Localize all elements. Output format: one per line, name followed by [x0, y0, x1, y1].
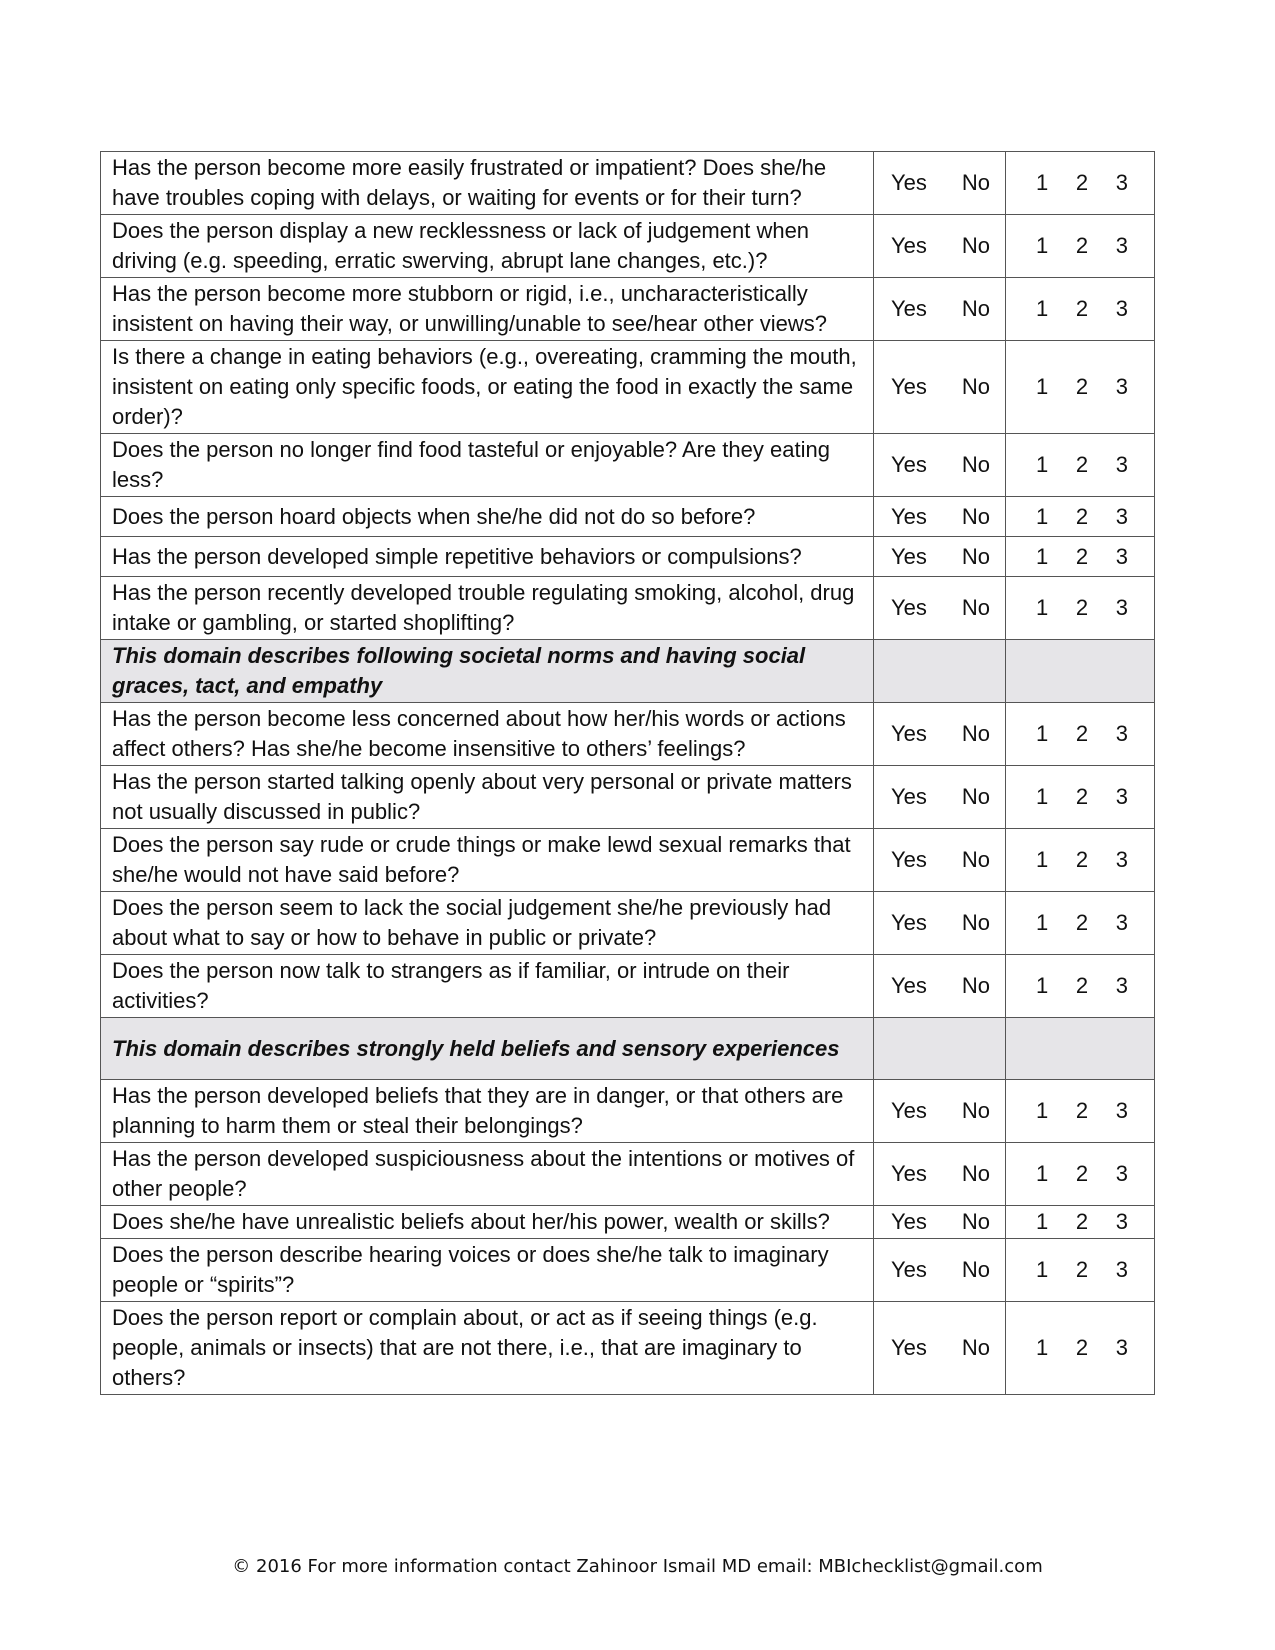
yes-option[interactable]: Yes — [891, 233, 927, 258]
severity-options — [1006, 845, 1154, 875]
severity-options — [1006, 971, 1154, 1001]
severity-option-3[interactable]: 3 — [1115, 847, 1128, 872]
yes-no-options — [874, 593, 1005, 623]
no-option[interactable]: No — [961, 1257, 990, 1282]
yes-no-cell — [874, 1206, 1006, 1239]
severity-option-3[interactable]: 3 — [1115, 910, 1128, 935]
yes-no-options — [874, 845, 1005, 875]
severity-score-cell — [1006, 497, 1155, 537]
yes-no-cell — [874, 341, 1006, 434]
severity-option-3[interactable]: 3 — [1115, 595, 1128, 620]
yes-no-options — [874, 450, 1005, 480]
no-option[interactable]: No — [961, 721, 990, 746]
domain-header-row — [101, 640, 1155, 703]
severity-options — [1006, 168, 1154, 198]
severity-options — [1006, 1207, 1154, 1237]
yes-no-options — [874, 502, 1005, 532]
severity-score-cell — [1006, 1302, 1155, 1395]
no-option[interactable]: No — [961, 543, 990, 569]
severity-options — [1006, 542, 1154, 572]
severity-option-2[interactable]: 2 — [1075, 973, 1089, 998]
no-option[interactable]: No — [961, 1161, 990, 1186]
yes-no-cell — [874, 1143, 1006, 1206]
question-text: Has the person developed suspiciousness about the intentions or motives of other people? — [101, 1143, 874, 1206]
yes-no-options — [874, 782, 1005, 812]
question-text: Has the person recently developed trouble regulating smoking, alcohol, drug intake or gambling, or started shoplifting? — [101, 577, 874, 640]
severity-options — [1006, 1255, 1154, 1285]
severity-option-2[interactable]: 2 — [1075, 374, 1089, 399]
severity-option-2[interactable]: 2 — [1075, 595, 1089, 620]
severity-option-1[interactable]: 1 — [1036, 374, 1049, 399]
severity-score-cell — [1006, 766, 1155, 829]
no-option[interactable]: No — [961, 296, 990, 321]
yes-no-cell — [874, 766, 1006, 829]
yes-no-options — [874, 971, 1005, 1001]
no-option[interactable]: No — [961, 847, 990, 872]
severity-option-1[interactable]: 1 — [1036, 1209, 1049, 1234]
severity-option-3[interactable]: 3 — [1115, 503, 1128, 529]
severity-option-1[interactable]: 1 — [1036, 296, 1049, 321]
checklist-table — [100, 151, 1155, 1395]
severity-option-1[interactable]: 1 — [1036, 1161, 1049, 1186]
severity-option-3[interactable]: 3 — [1115, 1209, 1128, 1234]
severity-option-2[interactable]: 2 — [1075, 910, 1089, 935]
yes-no-cell — [874, 278, 1006, 341]
severity-option-3[interactable]: 3 — [1115, 1257, 1128, 1282]
question-row — [101, 537, 1155, 577]
severity-option-2[interactable]: 2 — [1075, 452, 1089, 477]
no-option[interactable]: No — [961, 973, 990, 998]
no-option[interactable]: No — [961, 170, 990, 195]
severity-option-1[interactable]: 1 — [1036, 910, 1049, 935]
severity-score-cell — [1006, 1206, 1155, 1239]
severity-option-3[interactable]: 3 — [1115, 1161, 1128, 1186]
severity-option-1[interactable]: 1 — [1036, 452, 1049, 477]
severity-options — [1006, 1096, 1154, 1126]
yes-no-cell — [874, 955, 1006, 1018]
severity-option-3[interactable]: 3 — [1115, 973, 1128, 998]
severity-option-1[interactable]: 1 — [1036, 721, 1049, 746]
domain-description: This domain describes following societal norms and having social graces, tact, and empathy — [101, 640, 874, 703]
domain-answer-cell — [874, 1018, 1006, 1080]
severity-option-2[interactable]: 2 — [1075, 847, 1089, 872]
severity-option-3[interactable]: 3 — [1115, 374, 1128, 399]
question-text: Does the person describe hearing voices or does she/he talk to imaginary people or “spirits”? — [101, 1239, 874, 1302]
no-option[interactable]: No — [961, 1209, 990, 1234]
yes-no-options — [874, 1096, 1005, 1126]
yes-no-cell — [874, 537, 1006, 577]
yes-no-options — [874, 372, 1005, 402]
yes-no-options — [874, 542, 1005, 572]
severity-score-cell — [1006, 829, 1155, 892]
question-text: Has the person developed simple repetitive behaviors or compulsions? — [101, 537, 874, 577]
question-text: Has the person become less concerned about how her/his words or actions affect others? Has she/he become insensitive to others’ feelings? — [101, 703, 874, 766]
question-text: Does the person now talk to strangers as if familiar, or intrude on their activities? — [101, 955, 874, 1018]
severity-option-1[interactable]: 1 — [1036, 543, 1049, 569]
yes-no-options — [874, 719, 1005, 749]
yes-no-cell — [874, 434, 1006, 497]
no-option[interactable]: No — [961, 784, 990, 809]
no-option[interactable]: No — [961, 374, 990, 399]
question-row — [101, 577, 1155, 640]
no-option[interactable]: No — [961, 452, 990, 477]
yes-no-options — [874, 1207, 1005, 1237]
severity-option-1[interactable]: 1 — [1036, 1098, 1049, 1123]
severity-options — [1006, 231, 1154, 261]
yes-no-cell — [874, 577, 1006, 640]
severity-option-2[interactable]: 2 — [1075, 1335, 1089, 1360]
yes-option[interactable]: Yes — [891, 296, 927, 321]
yes-option[interactable]: Yes — [891, 170, 927, 195]
yes-no-cell — [874, 1080, 1006, 1143]
severity-options — [1006, 908, 1154, 938]
severity-option-1[interactable]: 1 — [1036, 503, 1049, 529]
severity-option-2[interactable]: 2 — [1075, 1161, 1089, 1186]
yes-option[interactable]: Yes — [891, 721, 927, 746]
severity-score-cell — [1006, 892, 1155, 955]
severity-score-cell — [1006, 1239, 1155, 1302]
severity-score-cell — [1006, 341, 1155, 434]
severity-option-1[interactable]: 1 — [1036, 784, 1049, 809]
severity-score-cell — [1006, 955, 1155, 1018]
question-row — [101, 955, 1155, 1018]
severity-score-cell — [1006, 703, 1155, 766]
question-text: Does the person say rude or crude things or make lewd sexual remarks that she/he would not have said before? — [101, 829, 874, 892]
yes-no-cell — [874, 1239, 1006, 1302]
yes-no-cell — [874, 829, 1006, 892]
no-option[interactable]: No — [961, 595, 990, 620]
question-row — [101, 278, 1155, 341]
severity-options — [1006, 782, 1154, 812]
question-row — [101, 1080, 1155, 1143]
yes-no-options — [874, 294, 1005, 324]
severity-score-cell — [1006, 1080, 1155, 1143]
yes-no-cell — [874, 215, 1006, 278]
question-text: Does the person display a new recklessness or lack of judgement when driving (e.g. speeding, erratic swerving, abrupt lane changes, etc.)? — [101, 215, 874, 278]
severity-options — [1006, 294, 1154, 324]
question-text: Does the person no longer find food tasteful or enjoyable? Are they eating less? — [101, 434, 874, 497]
severity-options — [1006, 593, 1154, 623]
severity-option-1[interactable]: 1 — [1036, 1335, 1049, 1360]
yes-no-cell — [874, 703, 1006, 766]
yes-option[interactable]: Yes — [891, 595, 927, 620]
yes-no-options — [874, 231, 1005, 261]
question-row — [101, 1239, 1155, 1302]
no-option[interactable]: No — [961, 1098, 990, 1123]
yes-no-cell — [874, 152, 1006, 215]
yes-option[interactable]: Yes — [891, 543, 927, 569]
yes-option[interactable]: Yes — [891, 973, 927, 998]
yes-option[interactable]: Yes — [891, 1209, 927, 1234]
question-text: Has the person developed beliefs that they are in danger, or that others are planning to harm them or steal their belongings? — [101, 1080, 874, 1143]
severity-option-1[interactable]: 1 — [1036, 973, 1049, 998]
question-row — [101, 766, 1155, 829]
question-row — [101, 1206, 1155, 1239]
severity-option-2[interactable]: 2 — [1075, 543, 1089, 569]
domain-description: This domain describes strongly held beliefs and sensory experiences — [101, 1018, 874, 1080]
severity-option-1[interactable]: 1 — [1036, 847, 1049, 872]
yes-option[interactable]: Yes — [891, 910, 927, 935]
yes-option[interactable]: Yes — [891, 503, 927, 529]
no-option[interactable]: No — [961, 1335, 990, 1360]
severity-score-cell — [1006, 434, 1155, 497]
severity-option-1[interactable]: 1 — [1036, 170, 1049, 195]
severity-option-2[interactable]: 2 — [1075, 1098, 1089, 1123]
severity-score-cell — [1006, 1143, 1155, 1206]
severity-option-1[interactable]: 1 — [1036, 233, 1049, 258]
severity-option-2[interactable]: 2 — [1075, 1257, 1089, 1282]
severity-score-cell — [1006, 577, 1155, 640]
yes-no-options — [874, 1255, 1005, 1285]
yes-option[interactable]: Yes — [891, 452, 927, 477]
severity-option-2[interactable]: 2 — [1075, 784, 1089, 809]
severity-option-3[interactable]: 3 — [1115, 784, 1128, 809]
question-text: Does the person seem to lack the social judgement she/he previously had about what to say or how to behave in public or private? — [101, 892, 874, 955]
question-row — [101, 703, 1155, 766]
yes-no-options — [874, 168, 1005, 198]
severity-options — [1006, 502, 1154, 532]
severity-option-1[interactable]: 1 — [1036, 595, 1049, 620]
severity-option-3[interactable]: 3 — [1115, 296, 1128, 321]
yes-no-options — [874, 908, 1005, 938]
severity-score-cell — [1006, 215, 1155, 278]
question-row — [101, 892, 1155, 955]
severity-option-3[interactable]: 3 — [1115, 721, 1128, 746]
question-row — [101, 215, 1155, 278]
question-row — [101, 341, 1155, 434]
severity-option-2[interactable]: 2 — [1075, 170, 1089, 195]
severity-options — [1006, 1333, 1154, 1363]
question-text: Does the person report or complain about, or act as if seeing things (e.g. people, animals or insects) that are not there, i.e., that are imaginary to others? — [101, 1302, 874, 1395]
yes-no-options — [874, 1159, 1005, 1189]
domain-answer-cell — [874, 640, 1006, 703]
severity-option-2[interactable]: 2 — [1075, 503, 1089, 529]
severity-score-cell — [1006, 152, 1155, 215]
question-text: Does the person hoard objects when she/he did not do so before? — [101, 497, 874, 537]
severity-option-3[interactable]: 3 — [1115, 233, 1128, 258]
question-row — [101, 152, 1155, 215]
yes-no-cell — [874, 892, 1006, 955]
severity-option-1[interactable]: 1 — [1036, 1257, 1049, 1282]
question-text: Does she/he have unrealistic beliefs about her/his power, wealth or skills? — [101, 1206, 874, 1239]
question-text: Has the person become more stubborn or rigid, i.e., uncharacteristically insistent on having their way, or unwilling/unable to see/hear other views? — [101, 278, 874, 341]
domain-score-cell — [1006, 640, 1155, 703]
yes-no-cell — [874, 1302, 1006, 1395]
checklist-body — [101, 152, 1155, 1395]
yes-option[interactable]: Yes — [891, 1161, 927, 1186]
severity-option-2[interactable]: 2 — [1075, 233, 1089, 258]
domain-score-cell — [1006, 1018, 1155, 1080]
severity-option-3[interactable]: 3 — [1115, 170, 1128, 195]
severity-options — [1006, 719, 1154, 749]
question-text: Is there a change in eating behaviors (e.g., overeating, cramming the mouth, insistent on eating only specific foods, or eating the food in exactly the same order)? — [101, 341, 874, 434]
yes-option[interactable]: Yes — [891, 1098, 927, 1123]
severity-option-2[interactable]: 2 — [1075, 296, 1089, 321]
question-row — [101, 1143, 1155, 1206]
question-row — [101, 1302, 1155, 1395]
yes-option[interactable]: Yes — [891, 847, 927, 872]
question-text: Has the person become more easily frustrated or impatient? Does she/he have troubles coping with delays, or waiting for events or for their turn? — [101, 152, 874, 215]
yes-option[interactable]: Yes — [891, 1257, 927, 1282]
severity-option-3[interactable]: 3 — [1115, 1335, 1128, 1360]
severity-options — [1006, 372, 1154, 402]
yes-no-options — [874, 1333, 1005, 1363]
domain-header-row — [101, 1018, 1155, 1080]
no-option[interactable]: No — [961, 233, 990, 258]
question-row — [101, 829, 1155, 892]
severity-option-2[interactable]: 2 — [1075, 1209, 1089, 1234]
yes-option[interactable]: Yes — [891, 374, 927, 399]
severity-option-2[interactable]: 2 — [1075, 721, 1089, 746]
severity-option-3[interactable]: 3 — [1115, 543, 1128, 569]
severity-option-3[interactable]: 3 — [1115, 452, 1128, 477]
no-option[interactable]: No — [961, 910, 990, 935]
severity-options — [1006, 1159, 1154, 1189]
question-row — [101, 434, 1155, 497]
severity-score-cell — [1006, 278, 1155, 341]
severity-option-3[interactable]: 3 — [1115, 1098, 1128, 1123]
question-row — [101, 497, 1155, 537]
footer-contact: © 2016 For more information contact Zahinoor Ismail MD email: MBIchecklist@gmail.com — [232, 1556, 1043, 1577]
yes-option[interactable]: Yes — [891, 1335, 927, 1360]
severity-score-cell — [1006, 537, 1155, 577]
no-option[interactable]: No — [961, 503, 990, 529]
question-text: Has the person started talking openly about very personal or private matters not usually discussed in public? — [101, 766, 874, 829]
yes-no-cell — [874, 497, 1006, 537]
yes-option[interactable]: Yes — [891, 784, 927, 809]
severity-options — [1006, 450, 1154, 480]
